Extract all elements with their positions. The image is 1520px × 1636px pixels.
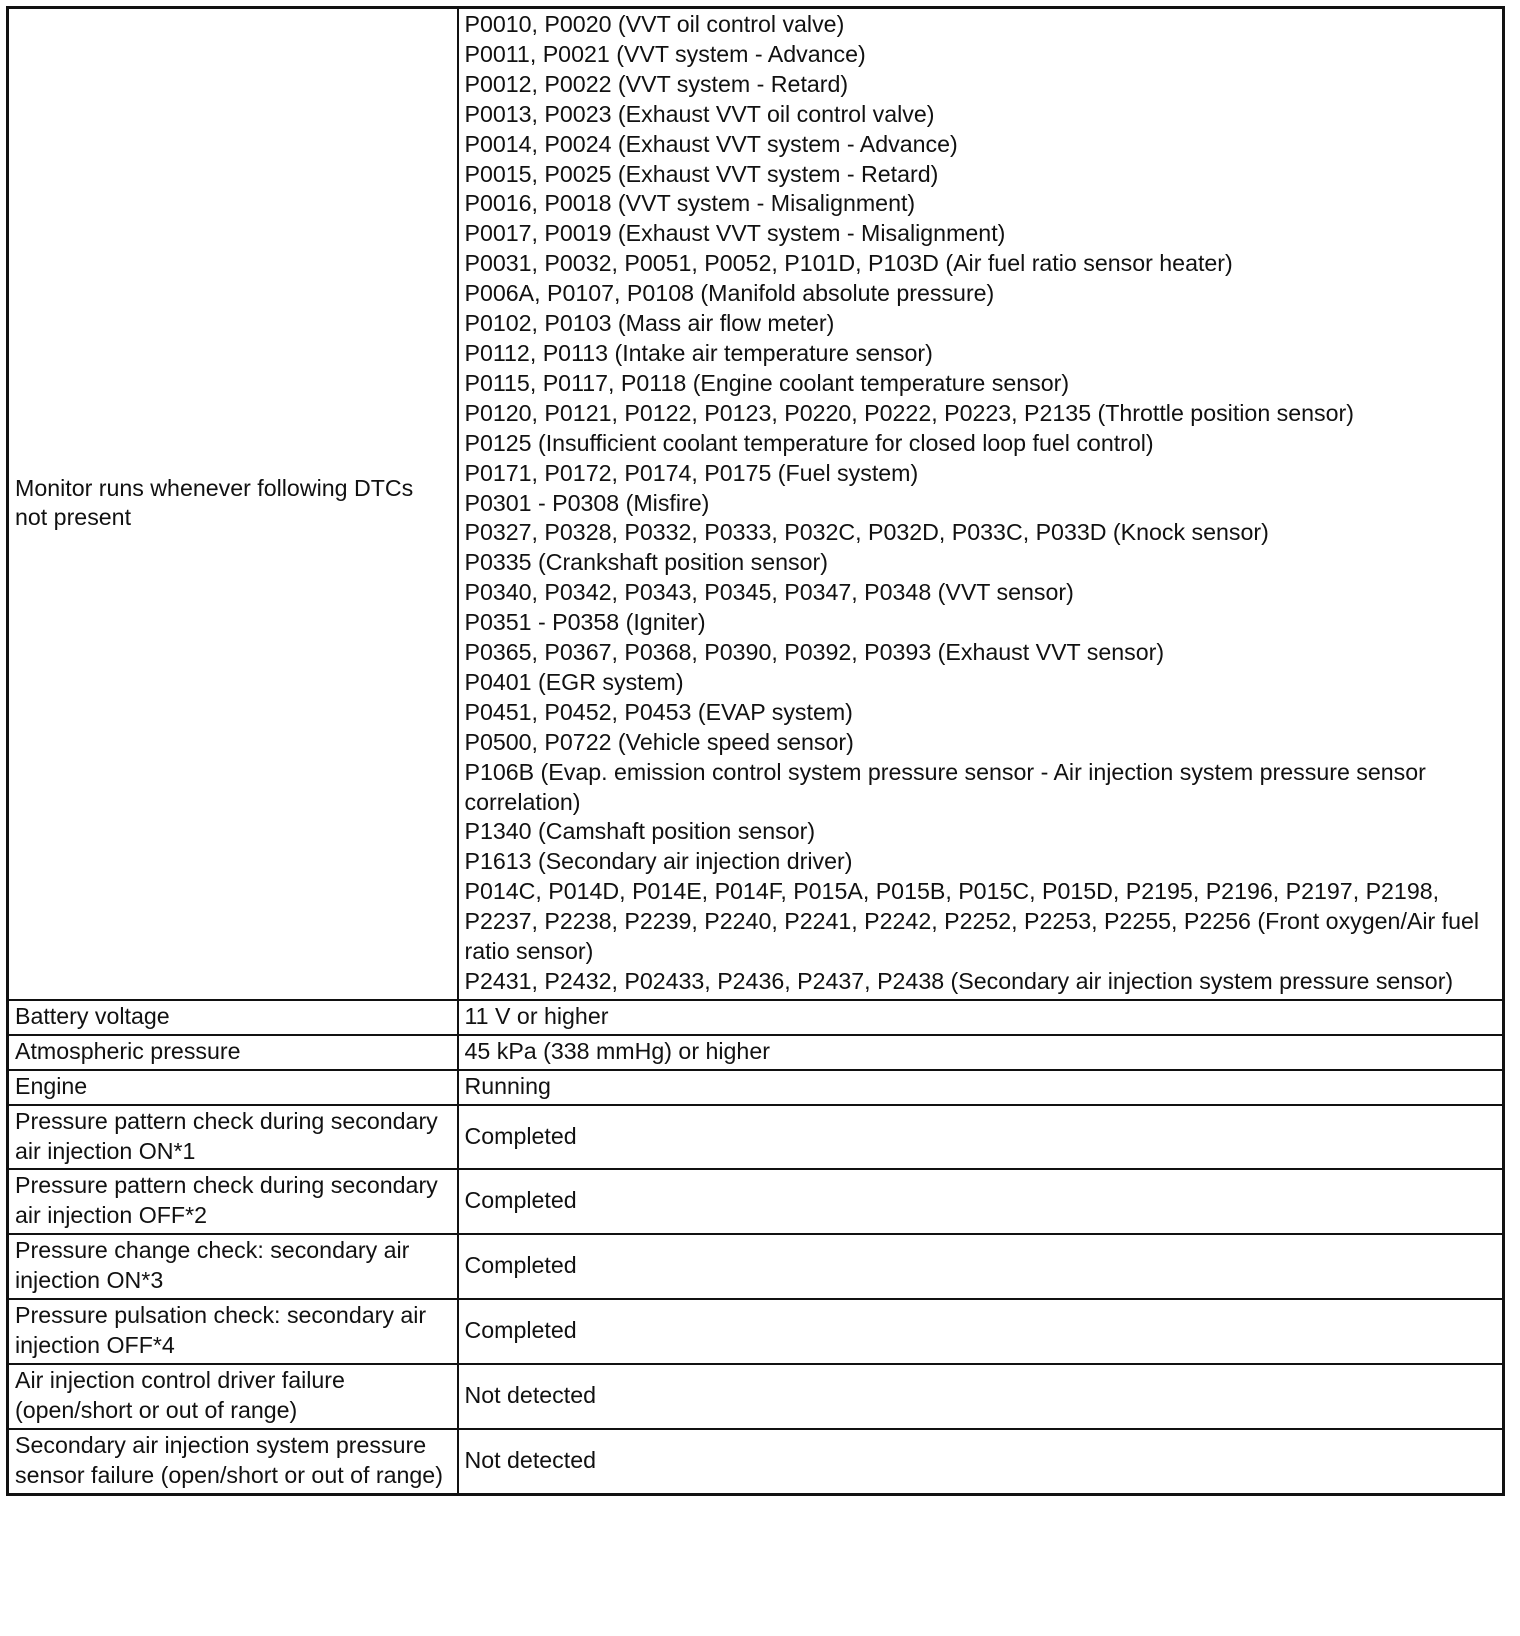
dtc-list-item: P1613 (Secondary air injection driver) xyxy=(464,848,853,875)
row-label: Pressure pattern check during secondary air injection OFF*2 xyxy=(8,1169,458,1234)
dtc-list-item: P0401 (EGR system) xyxy=(464,668,684,695)
dtc-list-item: P106B (Evap. emission control system pressure sensor - Air injection system pressure sensor correlation) xyxy=(464,758,1426,815)
row-label: Air injection control driver failure (open/short or out of range) xyxy=(8,1364,458,1429)
dtc-list-item: P0031, P0032, P0051, P0052, P101D, P103D (Air fuel ratio sensor heater) xyxy=(464,250,1233,277)
row-value: Completed xyxy=(458,1299,1504,1364)
dtc-list-item: P0013, P0023 (Exhaust VVT oil control valve) xyxy=(464,100,935,127)
row-value: 11 V or higher xyxy=(458,1000,1504,1035)
row-value: Completed xyxy=(458,1105,1504,1170)
dtc-list-item: P0012, P0022 (VVT system - Retard) xyxy=(464,70,849,97)
table-row xyxy=(8,1070,1504,1105)
dtc-list-item: P0120, P0121, P0122, P0123, P0220, P0222, P0223, P2135 (Throttle position sensor) xyxy=(464,399,1354,426)
table-row xyxy=(8,1364,1504,1429)
table-row xyxy=(8,1299,1504,1364)
dtc-list-item: P2431, P2432, P02433, P2436, P2437, P2438 (Secondary air injection system pressure sensor) xyxy=(464,968,1454,994)
dtc-list-item: P0014, P0024 (Exhaust VVT system - Advance) xyxy=(464,130,958,157)
dtc-list-item: P0335 (Crankshaft position sensor) xyxy=(464,549,828,576)
row-label: Pressure change check: secondary air injection ON*3 xyxy=(8,1234,458,1299)
table-row xyxy=(8,1105,1504,1170)
row-value: 45 kPa (338 mmHg) or higher xyxy=(458,1035,1504,1070)
dtc-list-item: P0017, P0019 (Exhaust VVT system - Misalignment) xyxy=(464,220,1006,247)
row-value: Not detected xyxy=(458,1364,1504,1429)
row-value: Not detected xyxy=(458,1429,1504,1494)
dtc-list-item: P1340 (Camshaft position sensor) xyxy=(464,818,816,845)
dtc-list-item: P014C, P014D, P014E, P014F, P015A, P015B, P015C, P015D, P2195, P2196, P2197, P2198, P2237, P2238, P2239, P2240, P2241, P2242, P2252, P2253, P2255, P2256 (Front oxygen/Air fuel ratio sensor) xyxy=(464,878,1480,965)
table-row xyxy=(8,1169,1504,1234)
dtc-list-item: P0171, P0172, P0174, P0175 (Fuel system) xyxy=(464,459,919,486)
dtc-list-item: P0010, P0020 (VVT oil control valve) xyxy=(464,11,845,37)
dtc-list-item: P0327, P0328, P0332, P0333, P032C, P032D, P033C, P033D (Knock sensor) xyxy=(464,519,1269,546)
dtc-list-item: P0340, P0342, P0343, P0345, P0347, P0348 (VVT sensor) xyxy=(464,579,1074,606)
table-row xyxy=(8,1000,1504,1035)
dtc-list-item: P0015, P0025 (Exhaust VVT system - Retard) xyxy=(464,160,939,187)
row-label: Atmospheric pressure xyxy=(8,1035,458,1070)
dtc-list-item: P0125 (Insufficient coolant temperature for closed loop fuel control) xyxy=(464,429,1154,456)
row-label: Pressure pulsation check: secondary air injection OFF*4 xyxy=(8,1299,458,1364)
dtc-list-cell xyxy=(458,8,1504,1000)
row-label: Monitor runs whenever following DTCs not present xyxy=(8,8,458,1000)
row-label: Engine xyxy=(8,1070,458,1105)
row-value: Running xyxy=(458,1070,1504,1105)
row-label: Battery voltage xyxy=(8,1000,458,1035)
dtc-list-item: P0451, P0452, P0453 (EVAP system) xyxy=(464,698,853,725)
row-label: Pressure pattern check during secondary air injection ON*1 xyxy=(8,1105,458,1170)
dtc-list-item: P0351 - P0358 (Igniter) xyxy=(464,609,706,636)
row-label: Secondary air injection system pressure sensor failure (open/short or out of range) xyxy=(8,1429,458,1494)
table-row xyxy=(8,1035,1504,1070)
dtc-list-item: P0112, P0113 (Intake air temperature sensor) xyxy=(464,339,933,366)
monitor-conditions-table xyxy=(6,6,1505,1496)
table-row-dtc-conditions xyxy=(8,8,1504,1000)
dtc-list-item: P0016, P0018 (VVT system - Misalignment) xyxy=(464,190,916,217)
dtc-list-item: P0301 - P0308 (Misfire) xyxy=(464,489,710,516)
table-row xyxy=(8,1234,1504,1299)
dtc-list-item: P0500, P0722 (Vehicle speed sensor) xyxy=(464,728,854,755)
dtc-list-item: P0102, P0103 (Mass air flow meter) xyxy=(464,310,835,337)
dtc-list-item: P0365, P0367, P0368, P0390, P0392, P0393 (Exhaust VVT sensor) xyxy=(464,639,1165,666)
dtc-list-item: P0011, P0021 (VVT system - Advance) xyxy=(464,40,866,67)
dtc-list-item: P006A, P0107, P0108 (Manifold absolute pressure) xyxy=(464,280,995,307)
row-value: Completed xyxy=(458,1234,1504,1299)
row-value: Completed xyxy=(458,1169,1504,1234)
dtc-list-item: P0115, P0117, P0118 (Engine coolant temperature sensor) xyxy=(464,369,1070,396)
table-row xyxy=(8,1429,1504,1494)
